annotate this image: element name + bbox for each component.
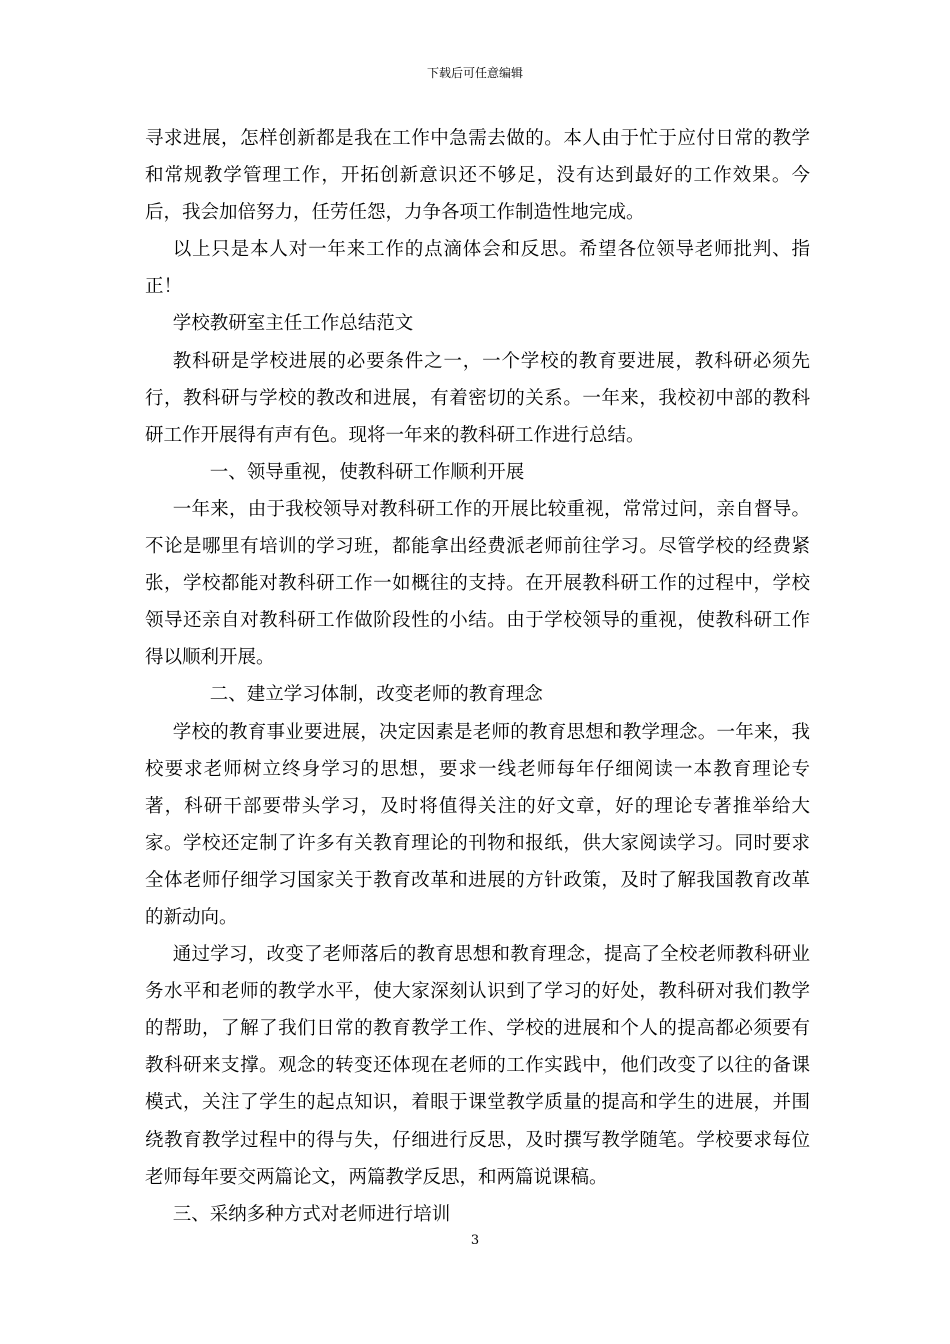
section-heading-3: 三、采纳多种方式对老师进行培训	[172, 1203, 451, 1225]
document-title: 学校教研室主任工作总结范文	[172, 313, 414, 335]
paragraph-section-2b: 通过学习，改变了老师落后的教育思想和教育理念，提高了全校老师教科研业务水平和老师的教学水平，使大家深刻认识到了学习的好处，教科研对我们教学的帮助，了解了我们日常的教育教学工作、学校的进展和个人的提高都必须要有教科研来支撑。观念的转变还体现在老师的工作实践中，他们改变了以往的备课模式，关注了学生的起点知识，着眼于课堂教学质量的提高和学生的进展，并围绕教育教学过程中的得与失，仔细进行反思，及时撰写教学随笔。学校要求每位老师每年要交两篇论文，两篇教学反思，和两篇说课稿。	[145, 944, 810, 1188]
page-number: 3	[470, 1233, 480, 1248]
document-body	[145, 120, 810, 1233]
section-heading-2: 二、建立学习体制，改变老师的教育理念	[209, 684, 543, 706]
paragraph-2: 以上只是本人对一年来工作的点滴体会和反思。希望各位领导老师批判、指正！	[145, 239, 810, 298]
paragraph-section-1: 一年来，由于我校领导对教科研工作的开展比较重视，常常过问，亲自督导。不论是哪里有培训的学习班，都能拿出经费派老师前往学习。尽管学校的经费紧张，学校都能对教科研工作一如概往的支持。在开展教科研工作的过程中，学校领导还亲自对教科研工作做阶段性的小结。由于学校领导的重视，使教科研工作得以顺利开展。	[145, 498, 810, 669]
paragraph-1: 寻求进展，怎样创新都是我在工作中急需去做的。本人由于忙于应付日常的教学和常规教学管理工作，开拓创新意识还不够足，没有达到最好的工作效果。今后，我会加倍努力，任劳任怨，力争各项工作制造性地完成。	[145, 128, 810, 224]
paragraph-section-2a: 学校的教育事业要进展，决定因素是老师的教育思想和教学理念。一年来，我校要求老师树立终身学习的思想，要求一线老师每年仔细阅读一本教育理论专著，科研干部要带头学习，及时将值得关注的好文章，好的理论专著推举给大家。学校还定制了许多有关教育理论的刊物和报纸，供大家阅读学习。同时要求全体老师仔细学习国家关于教育改革和进展的方针政策，及时了解我国教育改革的新动向。	[145, 721, 810, 928]
page-header: 下载后可任意编辑	[426, 66, 523, 80]
paragraph-intro: 教科研是学校进展的必要条件之一，一个学校的教育要进展，教科研必须先行，教科研与学校的教改和进展，有着密切的关系。一年来，我校初中部的教科研工作开展得有声有色。现将一年来的教科研工作进行总结。	[145, 350, 810, 446]
section-heading-1: 一、领导重视，使教科研工作顺利开展	[209, 461, 525, 483]
